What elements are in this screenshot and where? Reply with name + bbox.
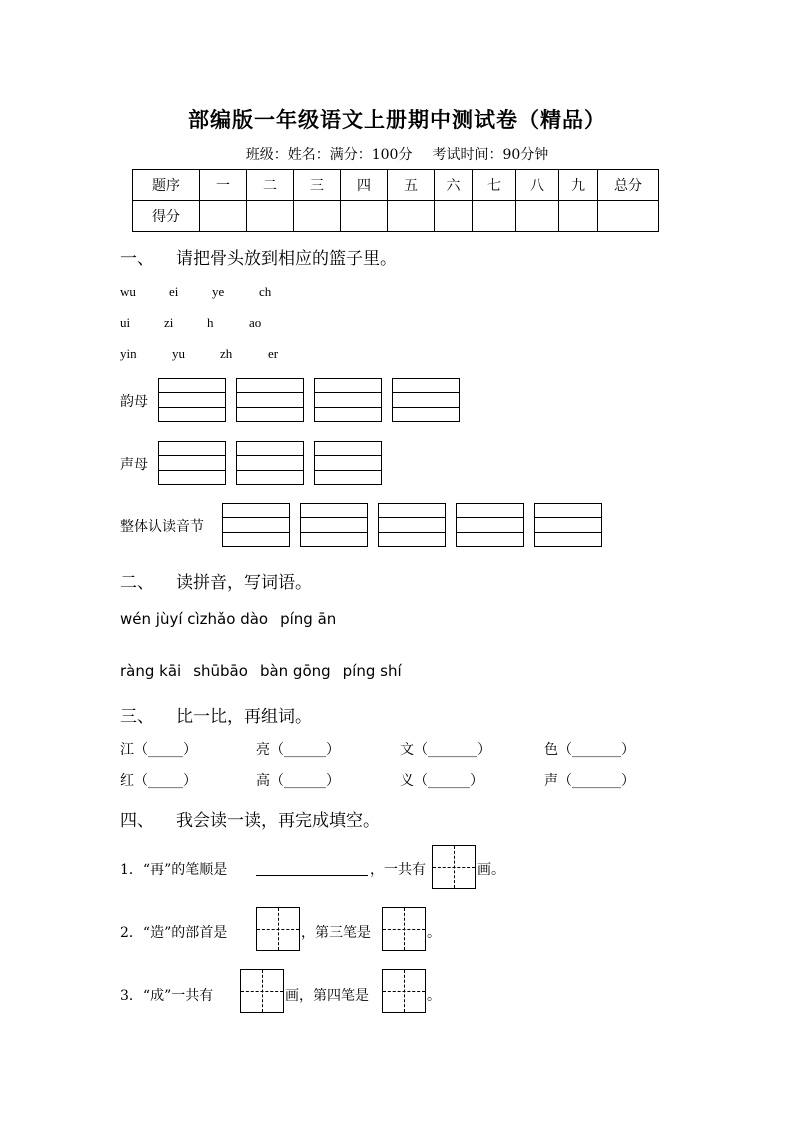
section-4-heading (120, 806, 380, 831)
compare-item[interactable]: 文（_______） (400, 742, 491, 758)
shengmu-label: 声母 (120, 457, 148, 473)
score-cell[interactable] (294, 201, 341, 232)
score-row-label: 得分 (133, 201, 200, 232)
exam-info (0, 144, 794, 164)
pinyin-item: zi (164, 315, 174, 330)
zhengti-label: 整体认读音节 (120, 519, 204, 535)
score-cell[interactable] (435, 201, 473, 232)
pinyin-item: yin (120, 346, 137, 361)
question-1-text-a: 1．“再”的笔顺是 (120, 862, 228, 878)
score-cell[interactable] (516, 201, 559, 232)
score-cell[interactable] (341, 201, 388, 232)
score-header-cell: 八 (516, 170, 559, 201)
pinyin-item: ch (259, 284, 272, 299)
section-number: 一、 (120, 249, 154, 269)
shengmu-basket[interactable] (158, 441, 226, 485)
section-instruction: 我会读一读，再完成填空。 (176, 811, 380, 831)
zhengti-basket[interactable] (534, 503, 602, 547)
pinyin-word: píng ān (280, 610, 337, 628)
score-header-cell: 四 (341, 170, 388, 201)
yunmu-basket[interactable] (158, 378, 226, 422)
question-1-text-c: 画。 (477, 862, 505, 878)
class-name-score: 班级：姓名：满分：100分 (245, 147, 413, 163)
question-1-text-b: ，一共有 (370, 862, 426, 878)
pinyin-item: yu (172, 346, 185, 361)
score-header-cell: 总分 (598, 170, 659, 201)
section-instruction: 读拼音，写词语。 (176, 573, 312, 593)
pinyin-item: ei (169, 284, 179, 299)
compare-item[interactable]: 红（_____） (120, 773, 197, 789)
score-table (132, 169, 659, 232)
pinyin-item: zh (220, 346, 233, 361)
tianzi-grid-box[interactable] (382, 907, 426, 951)
score-cell[interactable] (388, 201, 435, 232)
pinyin-row (120, 346, 278, 362)
score-table-header-row (133, 170, 659, 201)
yunmu-basket[interactable] (236, 378, 304, 422)
pinyin-words-line-1 (120, 610, 348, 628)
pinyin-item: h (207, 315, 214, 330)
question-3-text-a: 3．“成”一共有 (120, 988, 214, 1004)
score-header-cell: 三 (294, 170, 341, 201)
score-table-score-row (133, 201, 659, 232)
zhengti-basket[interactable] (456, 503, 524, 547)
score-cell[interactable] (598, 201, 659, 232)
yunmu-label: 韵母 (120, 394, 148, 410)
yunmu-basket[interactable] (314, 378, 382, 422)
score-header-cell: 九 (559, 170, 598, 201)
score-cell[interactable] (559, 201, 598, 232)
score-cell[interactable] (247, 201, 294, 232)
section-number: 四、 (120, 811, 154, 831)
section-number: 二、 (120, 573, 154, 593)
page-title: 部编版一年级语文上册期中测试卷（精品） (188, 107, 606, 132)
pinyin-words-line-2 (120, 662, 414, 680)
pinyin-word: bàn gōng (259, 662, 331, 680)
question-3-text-b: 画，第四笔是 (285, 988, 369, 1004)
pinyin-word: ràng kāi (120, 662, 182, 680)
pinyin-item: ao (249, 315, 262, 330)
zhengti-basket[interactable] (222, 503, 290, 547)
zhengti-basket[interactable] (300, 503, 368, 547)
tianzi-grid-box[interactable] (240, 969, 284, 1013)
score-header-cell: 题序 (133, 170, 200, 201)
score-cell[interactable] (200, 201, 247, 232)
section-instruction: 请把骨头放到相应的篮子里。 (176, 249, 397, 269)
score-header-cell: 一 (200, 170, 247, 201)
shengmu-basket[interactable] (236, 441, 304, 485)
pinyin-row (120, 284, 271, 300)
score-header-cell: 五 (388, 170, 435, 201)
section-number: 三、 (120, 707, 154, 727)
section-3-heading (120, 702, 312, 727)
pinyin-item: ye (212, 284, 225, 299)
section-2-heading (120, 568, 312, 593)
score-header-cell: 七 (473, 170, 516, 201)
pinyin-row (120, 315, 261, 331)
tianzi-grid-box[interactable] (382, 969, 426, 1013)
exam-time: 考试时间：90分钟 (432, 147, 549, 163)
compare-item[interactable]: 江（_____） (120, 742, 197, 758)
pinyin-word: wén jùyí cìzhǎo dào (120, 610, 269, 628)
compare-item[interactable]: 义（______） (400, 773, 484, 789)
question-2-text-c: 。 (427, 925, 441, 941)
score-header-cell: 六 (435, 170, 473, 201)
pinyin-word: shūbāo (193, 662, 248, 680)
pinyin-item: ui (120, 315, 131, 330)
shengmu-basket[interactable] (314, 441, 382, 485)
question-2-text-b: ，第三笔是 (301, 925, 371, 941)
pinyin-item: er (268, 346, 279, 361)
section-instruction: 比一比，再组词。 (176, 707, 312, 727)
compare-item[interactable]: 亮（______） (256, 742, 340, 758)
compare-item[interactable]: 色（_______） (544, 742, 635, 758)
question-2-text-a: 2．“造”的部首是 (120, 925, 228, 941)
answer-line[interactable] (256, 875, 368, 876)
score-cell[interactable] (473, 201, 516, 232)
zhengti-basket[interactable] (378, 503, 446, 547)
pinyin-word: píng shí (342, 662, 402, 680)
tianzi-grid-box[interactable] (256, 907, 300, 951)
tianzi-grid-box[interactable] (432, 845, 476, 889)
compare-item[interactable]: 声（_______） (544, 773, 635, 789)
compare-item[interactable]: 高（______） (256, 773, 340, 789)
question-3-text-c: 。 (427, 988, 441, 1004)
yunmu-basket[interactable] (392, 378, 460, 422)
pinyin-item: wu (120, 284, 136, 299)
score-header-cell: 二 (247, 170, 294, 201)
section-1-heading (120, 244, 397, 269)
